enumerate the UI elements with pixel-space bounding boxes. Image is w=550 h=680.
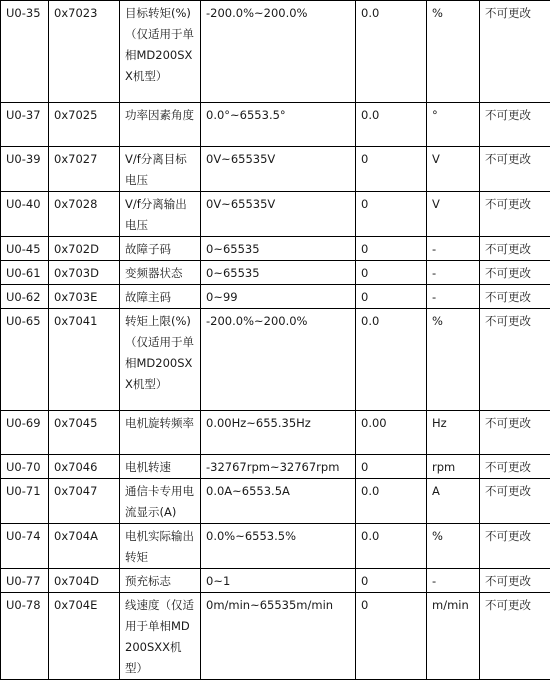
parameter-code: U0-65 — [1, 309, 49, 411]
setting-range: 0V~65535V — [201, 192, 356, 237]
setting-range: 0~65535 — [201, 237, 356, 261]
change-property: 不可更改 — [480, 593, 550, 680]
setting-range: -32767rpm~32767rpm — [201, 455, 356, 479]
unit: m/min — [427, 593, 480, 680]
table-row — [1, 1, 550, 103]
default-value: 0 — [356, 593, 427, 680]
unit: - — [427, 237, 480, 261]
parameter-name: 故障主码 — [120, 285, 201, 309]
unit: % — [427, 1, 480, 103]
parameter-code: U0-40 — [1, 192, 49, 237]
change-property: 不可更改 — [480, 309, 550, 411]
setting-range: 0.0%~6553.5% — [201, 524, 356, 569]
unit: ° — [427, 103, 480, 147]
change-property: 不可更改 — [480, 1, 550, 103]
parameter-table-body — [1, 1, 550, 680]
unit: V — [427, 147, 480, 192]
setting-range: 0.0A~6553.5A — [201, 479, 356, 524]
table-row — [1, 593, 550, 680]
setting-range: 0m/min~65535m/min — [201, 593, 356, 680]
setting-range: 0~1 — [201, 569, 356, 593]
unit: Hz — [427, 411, 480, 455]
unit: - — [427, 285, 480, 309]
register-address: 0x7047 — [49, 479, 120, 524]
register-address: 0x7023 — [49, 1, 120, 103]
register-address: 0x7028 — [49, 192, 120, 237]
register-address: 0x7027 — [49, 147, 120, 192]
parameter-code: U0-61 — [1, 261, 49, 285]
parameter-name: 转矩上限(%)（仅适用于单相MD200SXX机型） — [120, 309, 201, 411]
parameter-code: U0-62 — [1, 285, 49, 309]
unit: % — [427, 309, 480, 411]
register-address: 0x7046 — [49, 455, 120, 479]
default-value: 0.0 — [356, 309, 427, 411]
default-value: 0 — [356, 261, 427, 285]
setting-range: 0.0°~6553.5° — [201, 103, 356, 147]
parameter-name: 目标转矩(%)（仅适用于单相MD200SXX机型） — [120, 1, 201, 103]
table-row — [1, 479, 550, 524]
table-row — [1, 569, 550, 593]
change-property: 不可更改 — [480, 147, 550, 192]
default-value: 0 — [356, 192, 427, 237]
setting-range: 0~99 — [201, 285, 356, 309]
default-value: 0 — [356, 455, 427, 479]
table-row — [1, 237, 550, 261]
parameter-code: U0-45 — [1, 237, 49, 261]
default-value: 0.00 — [356, 411, 427, 455]
parameter-name: 电机旋转频率 — [120, 411, 201, 455]
parameter-name: 变频器状态 — [120, 261, 201, 285]
default-value: 0.0 — [356, 479, 427, 524]
setting-range: 0V~65535V — [201, 147, 356, 192]
default-value: 0.0 — [356, 1, 427, 103]
parameter-name: 线速度（仅适用于单相MD200SXX机型） — [120, 593, 201, 680]
register-address: 0x704E — [49, 593, 120, 680]
parameter-name: V/f分离目标电压 — [120, 147, 201, 192]
default-value: 0.0 — [356, 103, 427, 147]
parameter-code: U0-71 — [1, 479, 49, 524]
unit: - — [427, 569, 480, 593]
parameter-name: 功率因素角度 — [120, 103, 201, 147]
parameter-code: U0-77 — [1, 569, 49, 593]
change-property: 不可更改 — [480, 479, 550, 524]
register-address: 0x7045 — [49, 411, 120, 455]
parameter-name: 通信卡专用电流显示(A) — [120, 479, 201, 524]
register-address: 0x704D — [49, 569, 120, 593]
parameter-code: U0-35 — [1, 1, 49, 103]
register-address: 0x704A — [49, 524, 120, 569]
default-value: 0 — [356, 285, 427, 309]
unit: % — [427, 524, 480, 569]
setting-range: -200.0%~200.0% — [201, 309, 356, 411]
parameter-code: U0-70 — [1, 455, 49, 479]
parameter-name: 故障子码 — [120, 237, 201, 261]
table-row — [1, 411, 550, 455]
table-row — [1, 285, 550, 309]
table-row — [1, 455, 550, 479]
change-property: 不可更改 — [480, 569, 550, 593]
setting-range: -200.0%~200.0% — [201, 1, 356, 103]
unit: rpm — [427, 455, 480, 479]
unit: V — [427, 192, 480, 237]
parameter-code: U0-39 — [1, 147, 49, 192]
table-row — [1, 147, 550, 192]
register-address: 0x7025 — [49, 103, 120, 147]
table-row — [1, 103, 550, 147]
register-address: 0x703E — [49, 285, 120, 309]
unit: A — [427, 479, 480, 524]
parameter-name: 电机转速 — [120, 455, 201, 479]
parameter-code: U0-69 — [1, 411, 49, 455]
change-property: 不可更改 — [480, 192, 550, 237]
parameter-code: U0-78 — [1, 593, 49, 680]
unit: - — [427, 261, 480, 285]
default-value: 0 — [356, 569, 427, 593]
table-row — [1, 261, 550, 285]
change-property: 不可更改 — [480, 455, 550, 479]
parameter-name: 预充标志 — [120, 569, 201, 593]
table-row — [1, 192, 550, 237]
default-value: 0.0 — [356, 524, 427, 569]
register-address: 0x703D — [49, 261, 120, 285]
change-property: 不可更改 — [480, 237, 550, 261]
change-property: 不可更改 — [480, 411, 550, 455]
change-property: 不可更改 — [480, 261, 550, 285]
parameter-name: V/f分离输出电压 — [120, 192, 201, 237]
setting-range: 0.00Hz~655.35Hz — [201, 411, 356, 455]
setting-range: 0~65535 — [201, 261, 356, 285]
parameter-code: U0-74 — [1, 524, 49, 569]
register-address: 0x702D — [49, 237, 120, 261]
change-property: 不可更改 — [480, 103, 550, 147]
default-value: 0 — [356, 147, 427, 192]
table-row — [1, 309, 550, 411]
table-row — [1, 524, 550, 569]
register-address: 0x7041 — [49, 309, 120, 411]
change-property: 不可更改 — [480, 524, 550, 569]
change-property: 不可更改 — [480, 285, 550, 309]
default-value: 0 — [356, 237, 427, 261]
parameter-code: U0-37 — [1, 103, 49, 147]
parameter-name: 电机实际输出转矩 — [120, 524, 201, 569]
